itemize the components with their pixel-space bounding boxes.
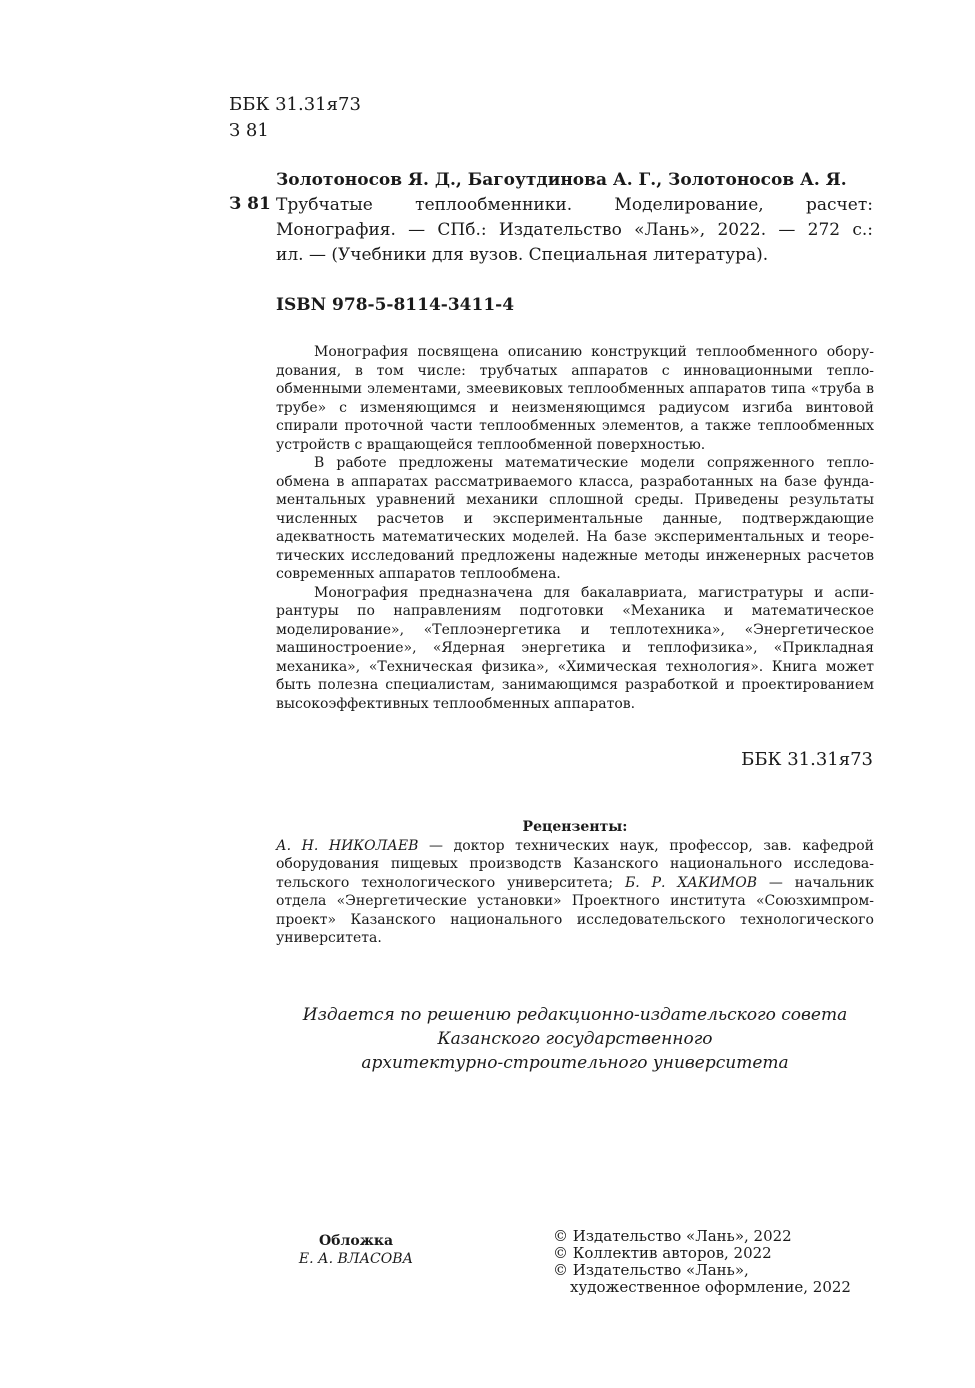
copyright-block	[553, 1228, 851, 1296]
abstract-paragraph: Монография предназначена для бакалавриата, магистратуры и аспирантуры по направлениям подготовки «Механика и математическое моделирование», «Теплоэнергетика и теплотехника», «Энергетическое машиностроение», «Ядерная энергетика и теплофизика», «Прикладная механика», «Техническая физика», «Химическая технология». Книга может быть полезна специалистам, занимающимся разработкой и проектированием высокоэффективных теплообменных аппаратов.	[276, 584, 874, 712]
publish-line: архитектурно-строительного университета	[361, 1053, 789, 1073]
copyright-line: © Издательство «Лань», 2022	[553, 1227, 792, 1245]
bibliographic-description	[276, 193, 873, 268]
title-line: ил. — (Учебники для вузов. Специальная литература).	[276, 245, 769, 265]
abstract	[276, 343, 874, 713]
publish-line: Издается по решению редакционно-издательского совета	[302, 1005, 848, 1025]
abstract-paragraph: В работе предложены математические модели сопряженного теплообмена в аппаратах рассматриваемого класса, разработанных на базе фундаментальных уравнений механики сплошной среды. Приведены результаты численных расчетов и экспериментальные данные, подтверждающие адекватность математических моделей. На базе экспериментальных и теоретических исследований предложены надежные методы инженерных расчетов современных аппаратов теплообмена.	[276, 455, 874, 582]
copyright-line: художественное оформление, 2022	[570, 1278, 851, 1296]
reviewer-name: Б. Р. ХАКИМОВ	[624, 874, 758, 891]
abstract-paragraph: Монография посвящена описанию конструкций теплообменного оборудования, в том числе: трубчатых аппаратов с инновационными теплообменными элементами, змеевиковых теплообменных аппаратов типа «труба в трубе» с изменяющимся и неизменяющимся радиусом изгиба винтовой спирали проточной части теплообменных элементов, а также теплообменных устройств с вращающейся теплообменной поверхностью.	[276, 344, 874, 453]
reviewers-text	[276, 837, 874, 948]
bbk-code-footer: ББК 31.31я73	[741, 749, 873, 770]
copyright-line: © Коллектив авторов, 2022	[553, 1244, 772, 1262]
author-code-left: З 81	[229, 194, 271, 214]
title-line: Трубчатые теплообменники. Моделирование, расчет:	[276, 195, 873, 215]
reviewer-info: — начальник отдела «Энергетические установки» Проектного института «Союзхимпромпроект» Казанского национального исследовательского технологического университета.	[276, 874, 874, 946]
title-line: Монография. — СПб.: Издательство «Лань», 2022. — 272 с.:	[276, 220, 873, 240]
publish-note	[276, 1003, 874, 1075]
author-code: З 81	[229, 120, 269, 141]
reviewers-heading: Рецензенты:	[522, 819, 628, 835]
isbn: ISBN 978-5-8114-3411-4	[276, 295, 515, 315]
publish-line: Казанского государственного	[437, 1029, 713, 1049]
bbk-header	[229, 92, 361, 144]
copyright-line: © Издательство «Лань»,	[553, 1261, 749, 1279]
cover-label: Обложка	[318, 1233, 394, 1249]
reviewer-info: — доктор технических наук, профессор, зав. кафедрой оборудования пищевых производств Казанского национального исследовательского технологического университета;	[276, 837, 875, 891]
authors: Золотоносов Я. Д., Багоутдинова А. Г., Золотоносов А. Я.	[276, 170, 847, 190]
reviewer-name: А. Н. НИКОЛАЕВ	[276, 837, 419, 854]
reviewers	[276, 818, 874, 948]
cover-credit	[276, 1232, 436, 1268]
bbk-code: ББК 31.31я73	[229, 94, 361, 115]
cover-designer: Е. А. ВЛАСОВА	[298, 1251, 414, 1267]
